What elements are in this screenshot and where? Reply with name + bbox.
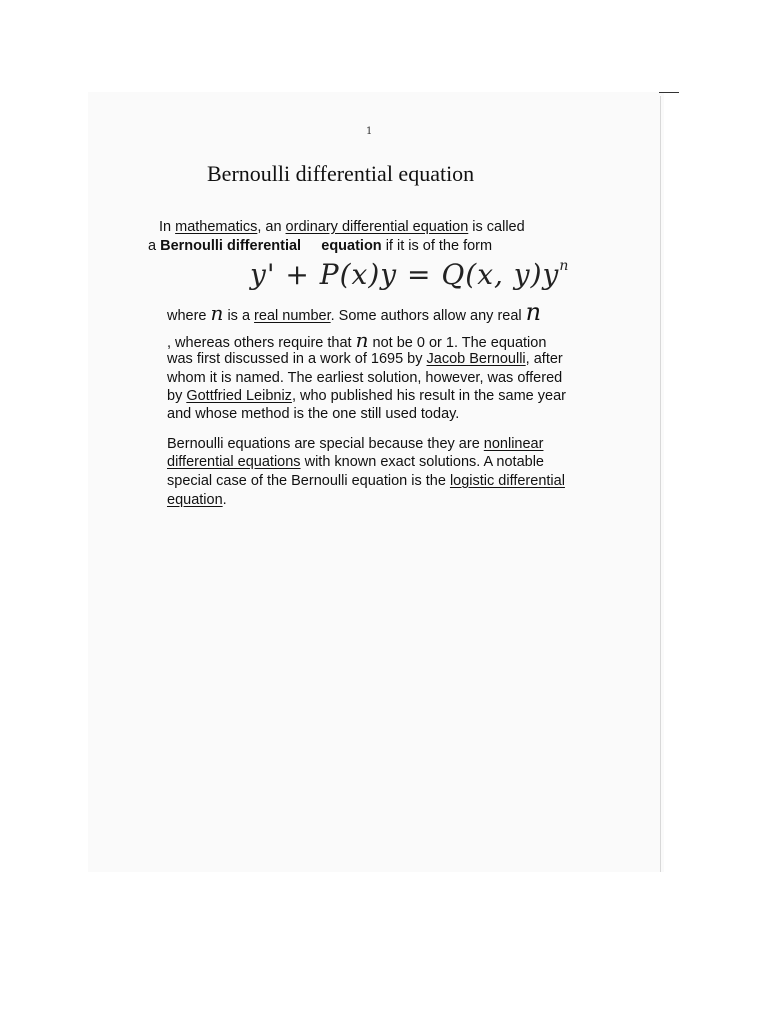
page-title: Bernoulli differential equation bbox=[207, 161, 475, 186]
para2-line1 bbox=[167, 298, 542, 326]
text: where bbox=[167, 308, 211, 324]
para3-line1 bbox=[167, 435, 543, 453]
para2-line2 bbox=[167, 328, 547, 352]
para2-line6: and whose method is the one still used today. bbox=[167, 406, 460, 422]
corner-mark bbox=[659, 92, 679, 93]
link-gottfried-leibniz[interactable]: Gottfried Leibniz bbox=[186, 388, 292, 404]
link-differential-equations[interactable]: differential equations bbox=[167, 454, 301, 470]
para2-line5 bbox=[167, 387, 566, 405]
text: Bernoulli equations are special because they are bbox=[167, 436, 484, 452]
link-mathematics[interactable]: mathematics bbox=[175, 219, 258, 235]
n-symbol: n bbox=[525, 298, 542, 326]
text: special case of the Bernoulli equation is the bbox=[167, 473, 450, 489]
text: In bbox=[159, 219, 176, 235]
para3-line4 bbox=[167, 491, 227, 509]
text: . Some authors allow any real bbox=[330, 308, 526, 324]
link-jacob-bernoulli[interactable]: Jacob Bernoulli bbox=[426, 351, 526, 367]
equation-exponent: n bbox=[559, 257, 570, 274]
para1-line2 bbox=[148, 237, 492, 255]
text: , an bbox=[257, 219, 286, 235]
text: , after bbox=[525, 351, 563, 367]
link-nonlinear[interactable]: nonlinear bbox=[483, 436, 544, 452]
link-equation[interactable]: equation bbox=[167, 492, 223, 508]
page-edge bbox=[660, 96, 661, 872]
para2-line4: whom it is named. The earliest solution, however, was offered bbox=[167, 370, 563, 386]
text: . bbox=[222, 492, 227, 508]
text: was first discussed in a work of 1695 by bbox=[167, 351, 427, 367]
page-number: 1 bbox=[366, 126, 373, 137]
para3-line3 bbox=[167, 472, 565, 490]
text: is a bbox=[223, 308, 255, 324]
link-ordinary-differential-equation[interactable]: ordinary differential equation bbox=[285, 219, 469, 235]
link-logistic-differential[interactable]: logistic differential bbox=[449, 473, 565, 489]
text: if it is of the form bbox=[381, 238, 493, 254]
para1-line1 bbox=[159, 218, 525, 236]
text: is called bbox=[468, 219, 525, 235]
link-real-number[interactable]: real number bbox=[254, 308, 331, 324]
para2-line3 bbox=[167, 350, 563, 368]
text: not be 0 or 1. The equation bbox=[368, 335, 547, 351]
term-bernoulli-differential: Bernoulli differential bbox=[160, 238, 302, 254]
gap bbox=[301, 238, 321, 254]
text: , who published his result in the same year bbox=[291, 388, 566, 404]
n-symbol: n bbox=[210, 301, 224, 325]
term-equation: equation bbox=[321, 238, 382, 254]
para3-line2 bbox=[167, 453, 544, 471]
equation-main: y' + P(x)y = Q(x, y)y bbox=[250, 258, 560, 291]
bernoulli-equation bbox=[250, 258, 569, 291]
text: by bbox=[167, 388, 187, 404]
n-symbol: n bbox=[355, 328, 369, 352]
text: , whereas others require that bbox=[167, 335, 356, 351]
text: with known exact solutions. A notable bbox=[300, 454, 544, 470]
text: a bbox=[148, 238, 161, 254]
